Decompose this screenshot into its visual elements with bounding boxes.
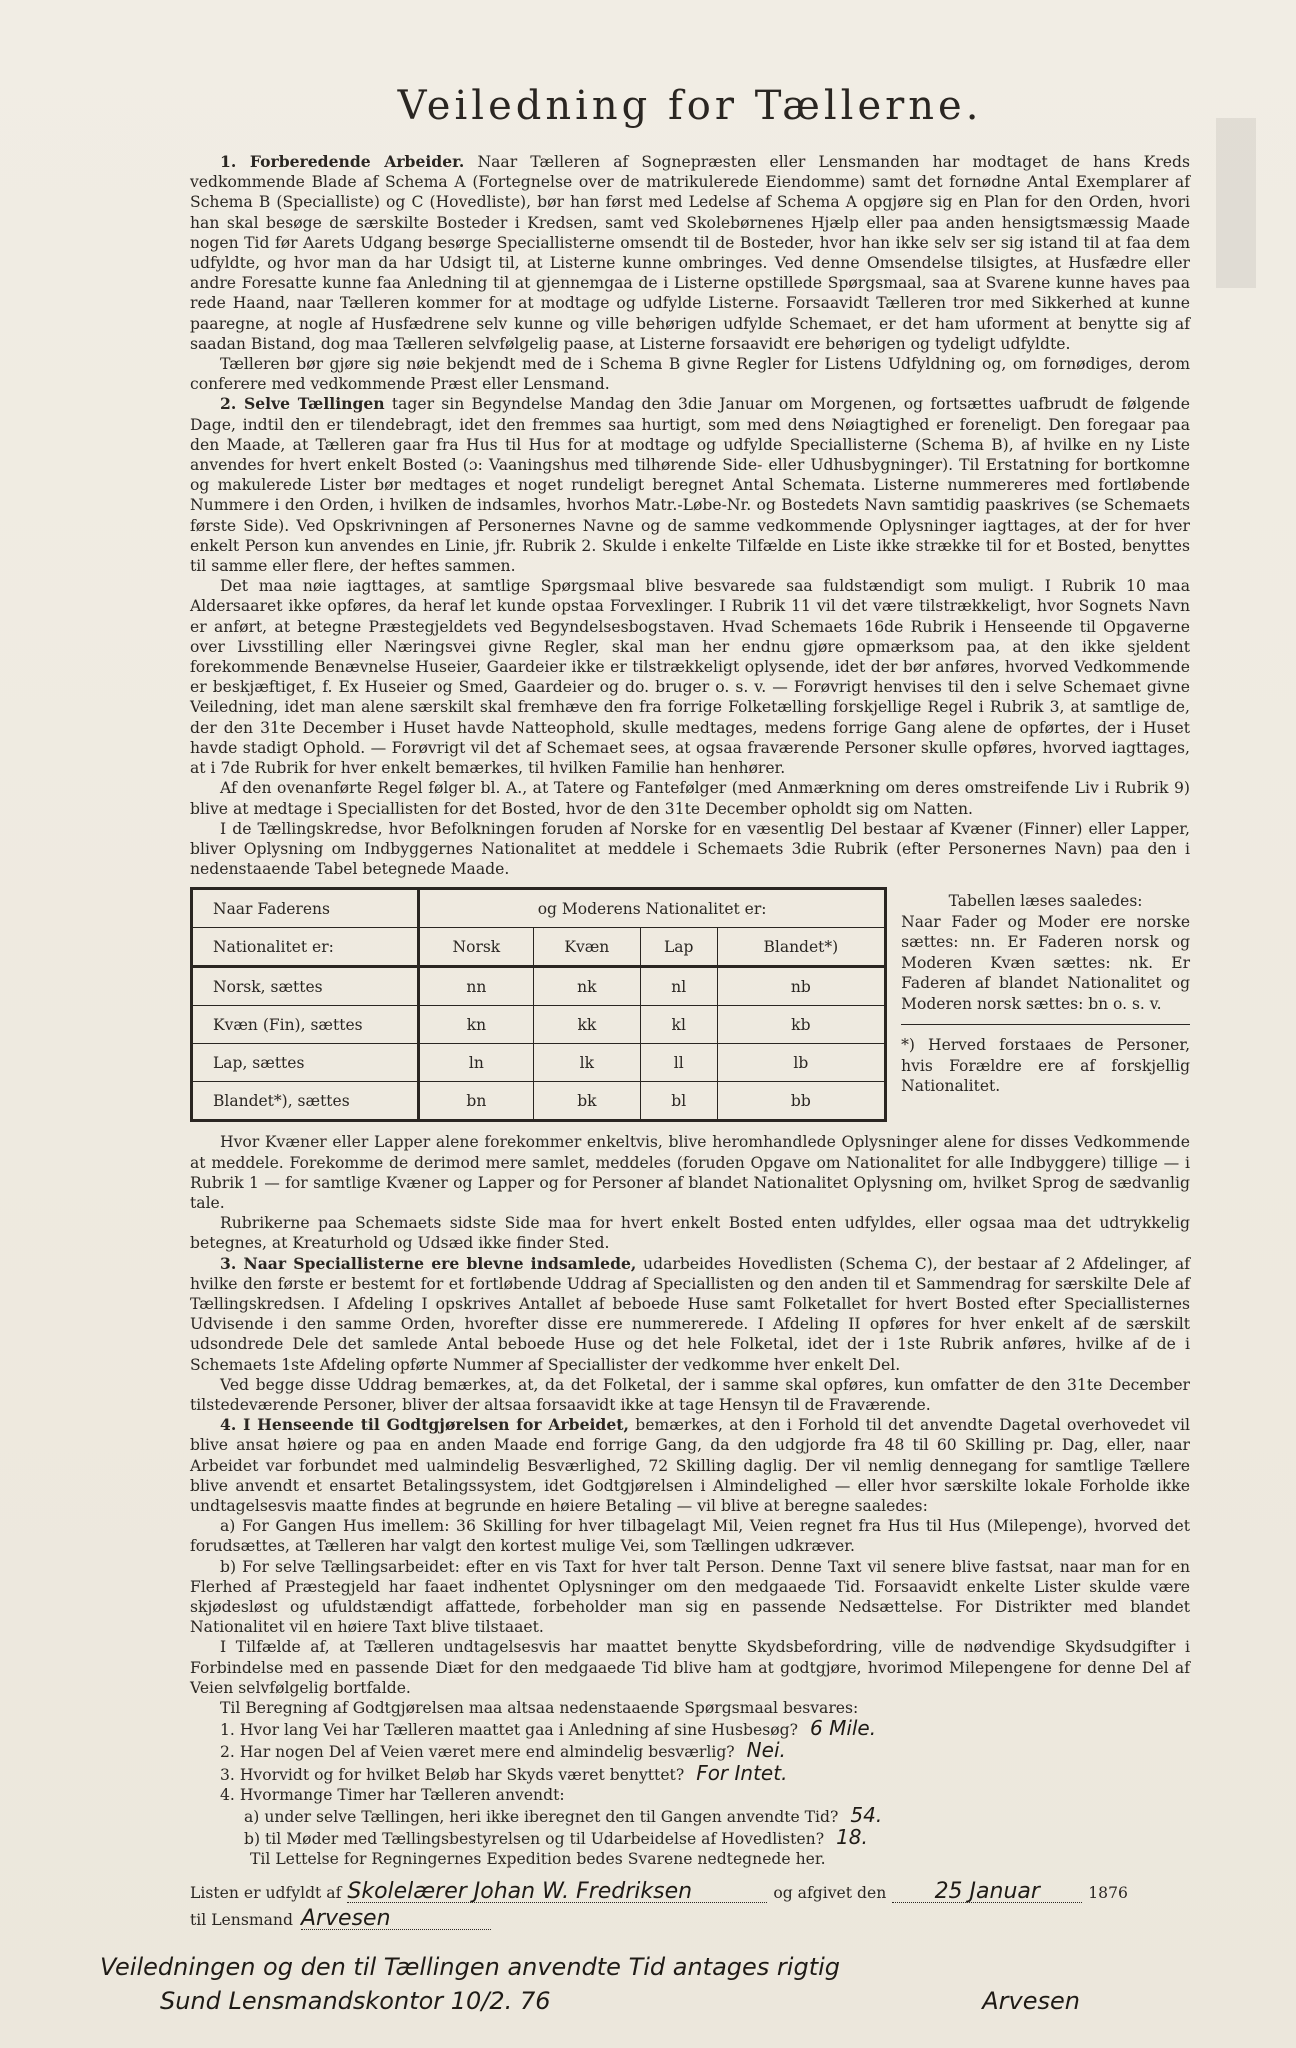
question-text: b) til Møder med Tællingsbestyrelsen og til Udarbeidelse af Hovedlisten?: [244, 1830, 825, 1849]
table-col-header: Norsk: [419, 928, 534, 967]
closing-text: Til Lettelse for Regningernes Expedition bedes Svarene nedtegnede her.: [250, 1850, 826, 1869]
table-explanation-title: Tabellen læses saaledes:: [948, 892, 1143, 911]
table-cell: lb: [717, 1044, 886, 1082]
table-cell: ln: [419, 1044, 534, 1082]
section-3-text: udarbeides Hovedlisten (Schema C), der bestaar af 2 Afdelinger, af hvilke den første er bestemt for et fortløbende Uddrag af Speciallisten og den anden til et Sammendrag for særskilte Dele af Tællingskredsen. I Afdeling I opskrives Antallet af beboede Huse samt Folketallet for hvert Bosted efter Speciallisternes Udvisende i den samme Orden, hvorefter disse ere nummererede. I Afdeling II opføres for hver enkelt af de særskilt udsondrede Dele det samlede Antal beboede Huse og det hele Folketal, idet der i 1ste Rubrik anføres, hvilke af de i Schemaets 1ste Afdeling opførte Nummer af Speciallister der vedkomme hver enkelt Del.: [190, 1254, 1190, 1374]
table-row: [192, 1082, 886, 1121]
divider: [901, 1024, 1190, 1025]
section-1-heading: 1. Forberedende Arbeider.: [220, 152, 465, 171]
handwritten-note-line-2: Sund Lensmandskontor 10/2. 76: [160, 1987, 551, 2015]
row-label: Norsk, sættes: [192, 967, 419, 1006]
year: 1876: [1088, 1883, 1128, 1902]
delivered-date: 25 Januar: [892, 1882, 1082, 1903]
table-footnote: *) Herved forstaaes de Personer, hvis Forældre ere af forskjellig Nationalitet.: [901, 1036, 1190, 1096]
section-4-heading: 4. I Henseende til Godtgjørelsen for Arbeidet,: [220, 1415, 629, 1435]
filled-by-label: Listen er udfyldt af: [190, 1883, 342, 1902]
table-cell: nb: [717, 967, 886, 1006]
section-4-text: bemærkes, at den i Forhold til det anvendte Dagetal overhovedet vil blive ansat høiere og paa en anden Maade end forrige Gang, da den udgjorde fra 48 til 60 Skilling pr. Dag, eller, naar Arbeidet var forbundet med ualmindelig Besværlighed, 72 Skilling daglig. Der vil nemlig dennegang for samtlige Tællere blive anvendt et ensartet Betalingssystem, idet Godtgjørelsen i Almindelighed — eller hvor særskilte lokale Forholde ikke undtagelsesvis maatte findes at begrunde en høiere Betaling — vil blive at beregne saaledes:: [190, 1416, 1190, 1515]
table-cell: nn: [419, 967, 534, 1006]
table-cell: kk: [533, 1006, 640, 1044]
section-1-text: Naar Tælleren af Sognepræsten eller Lensmanden har modtaget de hans Kreds vedkommende Blade af Schema A (Fortegnelse over de matrikulerede Eiendomme) samt det fornødne Antal Exemplarer af Schema B (Specialliste) og C (Hovedliste), bør han først med Ledelse af Schema A opgjøre sig en Plan for den Orden, hvori han skal besøge de særskilte Bosteder i Kredsen, samt ved Skolebørnenes Hjælp eller paa anden hensigtsmæssig Maade nogen Tid før Aarets Udgang besørge Speciallisterne omsendt til de Bosteder, hvor han ikke selv ser sig istand til at faa dem udfyldte, og hvor man da har Udsigt til, at Listerne kunne ombringes. Ved denne Omsendelse tilsigtes, at Husfædre eller andre Foresatte kunne faa Anledning til at gjennemgaa de i Listerne opstillede Spørgsmaal, saa at Svarene kunne haves paa rede Haand, naar Tælleren kommer for at modtage og udfylde Listerne. Forsaavidt Tælleren tror med Sikkerhed at kunne paaregne, at nogle af Husfædrene selv kunne og ville behørigen udfylde Schemaet, er det ham uforment at benytte sig af saadan Bistand, dog maa Tælleren selvfølgelig paase, at Listerne forsaavidt ere behørigen og tydeligt udfyldte.: [190, 153, 1190, 353]
table-head-father: Naar Faderens: [192, 889, 419, 928]
table-explanation-text: Naar Fader og Moder ere norske sættes: nn. Er Faderen norsk og Moderen Kvæn sættes: nk. Er Faderen af blandet Nationalitet og Moderen norsk sættes: bn o. s. v.: [901, 912, 1190, 1013]
table-cell: lk: [533, 1044, 640, 1082]
handwritten-answer: 6 Mile.: [809, 1716, 877, 1741]
question-text: 4. Hvormange Timer har Tælleren anvendt:: [220, 1785, 565, 1804]
section-2-paragraph-3: Af den ovenanførte Regel følger bl. A., at Tatere og Fantefølger (med Anmærkning om deres omstreifende Liv i Rubrik 9) blive at medtage i Speciallisten for det Bosted, hvor de den 31te December opholdt sig om Natten.: [190, 779, 1190, 818]
handwritten-note: [100, 1950, 1200, 2018]
list-item: [220, 1827, 1190, 1849]
section-4-item-b: b) For selve Tællingsarbeidet: efter en vis Taxt for hver talt Person. Denne Taxt vil senere blive fastsat, naar man for en Flerhed af Præstegjeld har faaet indhentet Oplysninger om den medgaaede Tid. Forsaavidt enkelte Lister skulde være skjødesløst og ufuldstændigt affattede, forbeholder man sig en passende Nedsættelse. For Distrikter med blandet Nationalitet vil en høiere Taxt blive tilstaaet.: [190, 1557, 1190, 1637]
handwritten-answer: Nei.: [746, 1738, 786, 1763]
row-label: Blandet*), sættes: [192, 1082, 419, 1121]
lensmand-name: Arvesen: [301, 1909, 491, 1930]
table-col-header: Blandet*): [717, 928, 886, 967]
document-title: Veiledning for Tællerne.: [397, 83, 983, 129]
table-cell: bk: [533, 1082, 640, 1121]
nationality-block: [190, 887, 1190, 1122]
table-cell: ll: [640, 1044, 717, 1082]
section-4-item-a: a) For Gangen Hus imellem: 36 Skilling for hver tilbagelagt Mil, Veien regnet fra Hus til Hus (Milepenge), hvorved det forudsættes, at Tælleren har valgt den kortest mulige Vei, som Tællingen udkræver.: [190, 1517, 1190, 1556]
section-4-paragraph-2: I Tilfælde af, at Tælleren undtagelsesvis har maattet benytte Skydsbefordring, ville de nødvendige Skydsudgifter i Forbindelse med en passende Diæt for den medgaaede Tid blive ham at godtgjøre, hvorimod Milepengene for denne Del af Veien selvfølgelig bortfalde.: [190, 1638, 1190, 1697]
section-4-paragraph-3: Til Beregning af Godtgjørelsen maa altsaa nedenstaaende Spørgsmaal besvares:: [220, 1699, 859, 1717]
after-table-paragraph-2: Rubrikerne paa Schemaets sidste Side maa for hvert enkelt Bosted enten udfyldes, eller ogsaa maa det udtrykkelig betegnes, at Kreaturhold og Udsæd ikke finder Sted.: [190, 1214, 1190, 1253]
list-item: [220, 1805, 1190, 1827]
handwritten-answer: 54.: [850, 1803, 883, 1828]
list-item: [220, 1718, 1190, 1740]
table-head-mother: og Moderens Nationalitet er:: [419, 889, 886, 928]
question-text: a) under selve Tællingen, heri ikke iberegnet den til Gangen anvendte Tid?: [244, 1808, 839, 1827]
section-4: [190, 1415, 1190, 1516]
question-text: 2. Har nogen Del af Veien været mere end almindelig besværlig?: [220, 1743, 735, 1762]
table-col-header: Lap: [640, 928, 717, 967]
question-text: 3. Hvorvidt og for hvilket Beløb har Skyds været benyttet?: [220, 1765, 685, 1784]
table-col-header: Kvæn: [533, 928, 640, 967]
bleed-through-shadow: [1216, 118, 1256, 288]
question-text: 1. Hvor lang Vei har Tælleren maattet gaa i Anledning af sine Husbesøg?: [220, 1721, 798, 1740]
list-item: [220, 1760, 1190, 1785]
section-3: [190, 1254, 1190, 1375]
table-cell: nl: [640, 967, 717, 1006]
section-2-paragraph-4: I de Tællingskredse, hvor Befolkningen foruden af Norske for en væsentlig Del bestaar af Kvæner (Finner) eller Lapper, bliver Oplysning om Indbyggernes Nationalitet at meddele i Schemaets 3die Rubrik (efter Personernes Navn) paa den i nedenstaaende Tabel betegnede Maade.: [190, 819, 1190, 879]
section-1: [190, 152, 1190, 354]
section-2-heading: 2. Selve Tællingen: [220, 394, 385, 414]
handwritten-signature: Arvesen: [982, 1987, 1080, 2015]
document-body: [190, 80, 1190, 1930]
handwritten-note-line-1: Veiledningen og den til Tællingen anvendte Tid antages rigtig: [100, 1953, 841, 1981]
table-cell: kb: [717, 1006, 886, 1044]
table-explanation: [901, 887, 1190, 1122]
section-3-heading: 3. Naar Speciallisterne ere blevne indsamlede,: [220, 1253, 637, 1273]
table-row: [192, 1044, 886, 1082]
table-cell: bb: [717, 1082, 886, 1121]
table-cell: nk: [533, 967, 640, 1006]
table-cell: bn: [419, 1082, 534, 1121]
lensmand-line: [190, 1905, 1190, 1931]
table-cell: kl: [640, 1006, 717, 1044]
question-list: [220, 1718, 1190, 1849]
section-2-text: tager sin Begyndelse Mandag den 3die Januar om Morgenen, og fortsættes uafbrudt de følgende Dage, indtil den er tilendebragt, idet den fremmes saa hurtigt, som med dens Nøiagtighed er foreneligt. Den foregaar paa den Maade, at Tælleren gaar fra Hus til Hus for at modtage og udfylde Speciallisterne (Schema B), af hvilke en ny Liste anvendes for hvert enkelt Bosted (ɔ: Vaaningshus med tilhørende Side- eller Udhusbygninger). Til Erstatning for bortkomne og makulerede Lister bør medtages et noget rundeligt beregnet Antal Schemata. Listerne nummereres med fortløbende Nummere i den Orden, i hvilken de indsamles, hvorhos Matr.-Løbe-Nr. og Bostedets Navn samtidig paaskrives (se Schemaets første Side). Ved Opskrivningen af Personernes Navne og de samme vedkommende Oplysninger iagttages, at der for hver enkelt Person kun anvendes en Linie, jfr. Rubrik 2. Skulde i enkelte Tilfælde en Liste ikke strække til for et Bosted, benyttes til samme eller flere, der heftes sammen.: [190, 395, 1190, 576]
delivered-label: og afgivet den: [773, 1883, 887, 1902]
table-cell: kn: [419, 1006, 534, 1044]
after-table-paragraph-1: Hvor Kvæner eller Lapper alene forekommer enkeltvis, blive heromhandlede Oplysninger alene for disses Vedkommende at meddele. Forekomme de derimod mere samlet, meddeles (foruden Opgave om Nationalitet for alle Indbyggere) tillige — i Rubrik 1 — for samtlige Kvæner og Lapper og for Personer af blandet Nationalitet Oplysning om, hvilket Sprog de sædvanlig tale.: [190, 1133, 1190, 1212]
list-item: [220, 1740, 1190, 1762]
handwritten-answer: 18.: [836, 1825, 868, 1850]
row-label: Lap, sættes: [192, 1044, 419, 1082]
section-2: [190, 394, 1190, 576]
list-item: [220, 1785, 1190, 1805]
table-cell: bl: [640, 1082, 717, 1121]
section-3-paragraph-2: Ved begge disse Uddrag bemærkes, at, da det Folketal, der i samme skal opføres, kun omfatter de den 31te December tilstedeværende Personer, bliver der altsaa forsaavidt ikke at tage Hensyn til de Fraværende.: [190, 1375, 1190, 1414]
row-label: Kvæn (Fin), sættes: [192, 1006, 419, 1044]
handwritten-answer: For Intet.: [696, 1760, 788, 1785]
table-row: [192, 967, 886, 1006]
filled-by-line: [190, 1878, 1190, 1904]
filled-by-name: Skolelærer Johan W. Fredriksen: [347, 1882, 767, 1903]
table-row: [192, 1006, 886, 1044]
section-1-paragraph-2: Tælleren bør gjøre sig nøie bekjendt med de i Schema B givne Regler for Listens Udfyldning og, om fornødiges, derom conferere med vedkommende Præst eller Lensmand.: [190, 355, 1190, 394]
lensmand-label: til Lensmand: [190, 1910, 293, 1929]
nationality-table: [190, 887, 887, 1122]
section-2-paragraph-2: Det maa nøie iagttages, at samtlige Spørgsmaal blive besvarede saa fuldstændigt som muligt. I Rubrik 10 maa Aldersaaret ikke opføres, da heraf let kunde opstaa Forvexlinger. I Rubrik 11 vil det være tilstrækkeligt, hvor Sognets Navn er anført, at betegne Præstegjeldets ved Begyndelsesbogstaven. Hvad Schemaets 16de Rubrik i Henseende til Opgaverne over Livsstilling eller Næringsvei givne Regler, skal man her endnu gjøre opmærksom paa, at den ikke sjeldent forekommende Benævnelse Huseier, Gaardeier ikke er tilstrækkeligt oplysende, idet der bør anføres, hvorved Vedkommende er beskjæftiget, f. Ex Huseier og Smed, Gaardeier og do. bruger o. s. v. — Forøvrigt henvises til den i selve Schemaet givne Veiledning, idet man alene særskilt skal fremhæve den fra forrige Folketælling forskjellige Regel i Rubrik 3, at samtlige de, der den 31te December i Huset havde Natteophold, skulle medtages, medens forrige Gang alene de opførtes, der i Huset havde stadigt Ophold. — Forøvrigt vil det af Schemaet sees, at ogsaa fraværende Personer skulle opføres, hvorved iagttages, at i 7de Rubrik for hver enkelt bemærkes, til hvilken Familie han henhører.: [190, 577, 1190, 778]
table-head-father-2: Nationalitet er:: [192, 928, 419, 967]
